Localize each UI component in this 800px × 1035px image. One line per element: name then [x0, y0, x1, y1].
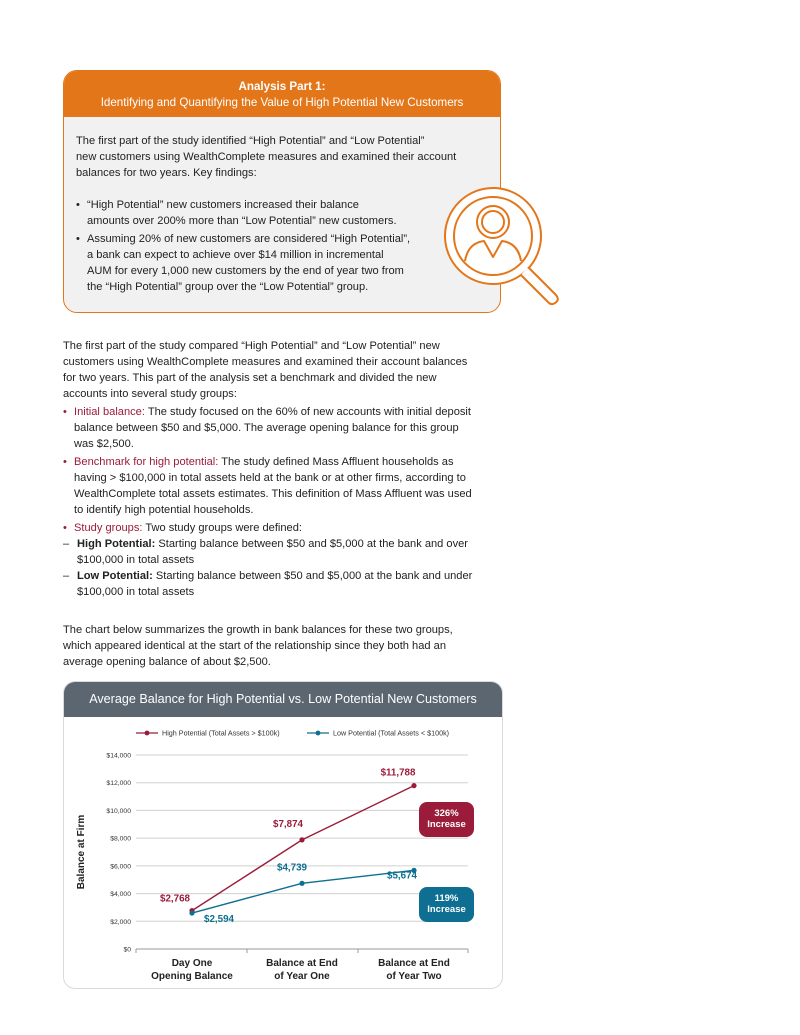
group-line: $100,000 in total assets	[77, 554, 195, 566]
summary-line: which appeared identical at the start of the relationship since they both had an	[63, 640, 446, 652]
finding-line: amounts over 200% more than “Low Potential” new customers.	[87, 215, 397, 227]
x-tick-label: Balance at End	[378, 958, 450, 969]
analysis-intro-line: The first part of the study identified “High Potential” and “Low Potential”	[76, 135, 425, 147]
data-label: $11,788	[380, 767, 416, 779]
bullet-initial-balance	[63, 404, 503, 452]
bullet-line: Two study groups were defined:	[142, 522, 302, 534]
group-line: Starting balance between $50 and $5,000 at the bank and over	[155, 538, 468, 550]
data-point	[189, 910, 194, 915]
bullet-study-groups	[63, 520, 503, 600]
study-groups-list	[63, 404, 503, 600]
x-tick-label: Day One	[171, 958, 213, 969]
y-tick-label: $12,000	[106, 780, 131, 788]
data-label: $4,739	[277, 862, 307, 874]
legend-label: High Potential (Total Assets > $100k)	[162, 728, 280, 738]
y-tick-label: $4,000	[110, 891, 131, 899]
y-tick-label: $0	[123, 946, 131, 954]
key-finding	[76, 197, 488, 229]
analysis-intro-line: new customers using WealthComplete measures and examined their account	[76, 151, 457, 163]
chart-summary	[63, 622, 503, 670]
group-name: Low Potential:	[77, 570, 153, 582]
analysis-header	[64, 71, 500, 117]
bullet-line: The study defined Mass Affluent households as	[218, 456, 454, 468]
legend-swatch-marker	[316, 731, 321, 736]
study-intro	[63, 338, 503, 402]
study-description	[63, 338, 503, 670]
y-tick-label: $2,000	[110, 918, 131, 926]
increase-callout-text: Increase	[427, 904, 466, 915]
bullet-lead: Benchmark for high potential:	[74, 456, 219, 468]
x-tick-label: Balance at End	[266, 958, 338, 969]
legend-label: Low Potential (Total Assets < $100k)	[333, 728, 450, 738]
summary-line: average opening balance of about $2,500.	[63, 656, 271, 668]
magnifier-person-icon	[440, 185, 565, 310]
analysis-intro-line: balances for two years. Key findings:	[76, 167, 257, 179]
y-tick-label: $8,000	[110, 835, 131, 843]
finding-line: a bank can expect to achieve over $14 million in incremental	[87, 249, 384, 261]
intro-line: accounts into several study groups:	[63, 388, 237, 400]
x-tick-label: Opening Balance	[151, 971, 233, 982]
finding-line: “High Potential” new customers increased their balance	[87, 199, 359, 211]
intro-line: for two years. This part of the analysis set a benchmark and divided the new	[63, 372, 437, 384]
increase-callout-text: 326%	[434, 808, 459, 819]
y-tick-label: $14,000	[106, 752, 131, 760]
bullet-line: WealthComplete total assets estimates. This definition of Mass Affluent was used	[74, 488, 472, 500]
analysis-subtitle: Identifying and Quantifying the Value of High Potential New Customers	[100, 96, 464, 109]
group-name: High Potential:	[77, 538, 156, 550]
group-high-potential	[63, 536, 503, 568]
series-line	[192, 870, 414, 913]
bullet-line: balance between $50 and $5,000. The average opening balance for this group	[74, 422, 459, 434]
key-findings-list	[76, 197, 488, 295]
balance-line-chart	[64, 717, 502, 988]
analysis-body	[64, 117, 500, 295]
analysis-intro	[76, 133, 488, 181]
data-point	[299, 837, 304, 842]
finding-line: AUM for every 1,000 new customers by the end of year two from	[87, 265, 404, 277]
bullet-line: was $2,500.	[74, 438, 134, 450]
data-label: $2,768	[160, 893, 190, 905]
bullet-line: The study focused on the 60% of new accounts with initial deposit	[144, 406, 471, 418]
data-point	[411, 783, 416, 788]
increase-callout-text: Increase	[427, 819, 466, 830]
group-line: Starting balance between $50 and $5,000 at the bank and under	[152, 570, 473, 582]
finding-line: the “High Potential” group over the “Low Potential” group.	[87, 281, 369, 293]
y-tick-label: $6,000	[110, 863, 131, 871]
bullet-lead: Initial balance:	[74, 406, 145, 418]
data-label: $5,674	[387, 870, 417, 882]
analysis-title: Analysis Part 1:	[238, 80, 326, 93]
intro-line: customers using WealthComplete measures and examined their account balances	[63, 356, 468, 368]
bullet-line: having > $100,000 in total assets held at the bank or at other firms, according to	[74, 472, 466, 484]
chart-title: Average Balance for High Potential vs. Low Potential New Customers	[64, 682, 502, 717]
data-point	[299, 881, 304, 886]
group-line: $100,000 in total assets	[77, 586, 195, 598]
bullet-line: to identify high potential households.	[74, 504, 254, 516]
bullet-benchmark	[63, 454, 503, 518]
x-tick-label: of Year One	[274, 971, 330, 982]
finding-line: Assuming 20% of new customers are considered “High Potential”,	[87, 233, 411, 245]
data-label: $7,874	[273, 818, 303, 830]
analysis-callout-box	[63, 70, 501, 313]
group-low-potential	[63, 568, 503, 600]
bullet-lead: Study groups:	[74, 522, 143, 534]
y-axis-label: Balance at Firm	[76, 814, 87, 890]
y-tick-label: $10,000	[106, 807, 131, 815]
key-finding	[76, 231, 488, 295]
data-label: $2,594	[204, 914, 234, 926]
increase-callout-text: 119%	[434, 893, 459, 904]
balance-chart-card	[63, 681, 503, 989]
series-line	[192, 786, 414, 911]
intro-line: The first part of the study compared “High Potential” and “Low Potential” new	[63, 340, 440, 352]
summary-line: The chart below summarizes the growth in bank balances for these two groups,	[63, 624, 453, 636]
legend-swatch-marker	[145, 731, 150, 736]
x-tick-label: of Year Two	[386, 971, 442, 982]
group-sub-list	[74, 536, 503, 600]
